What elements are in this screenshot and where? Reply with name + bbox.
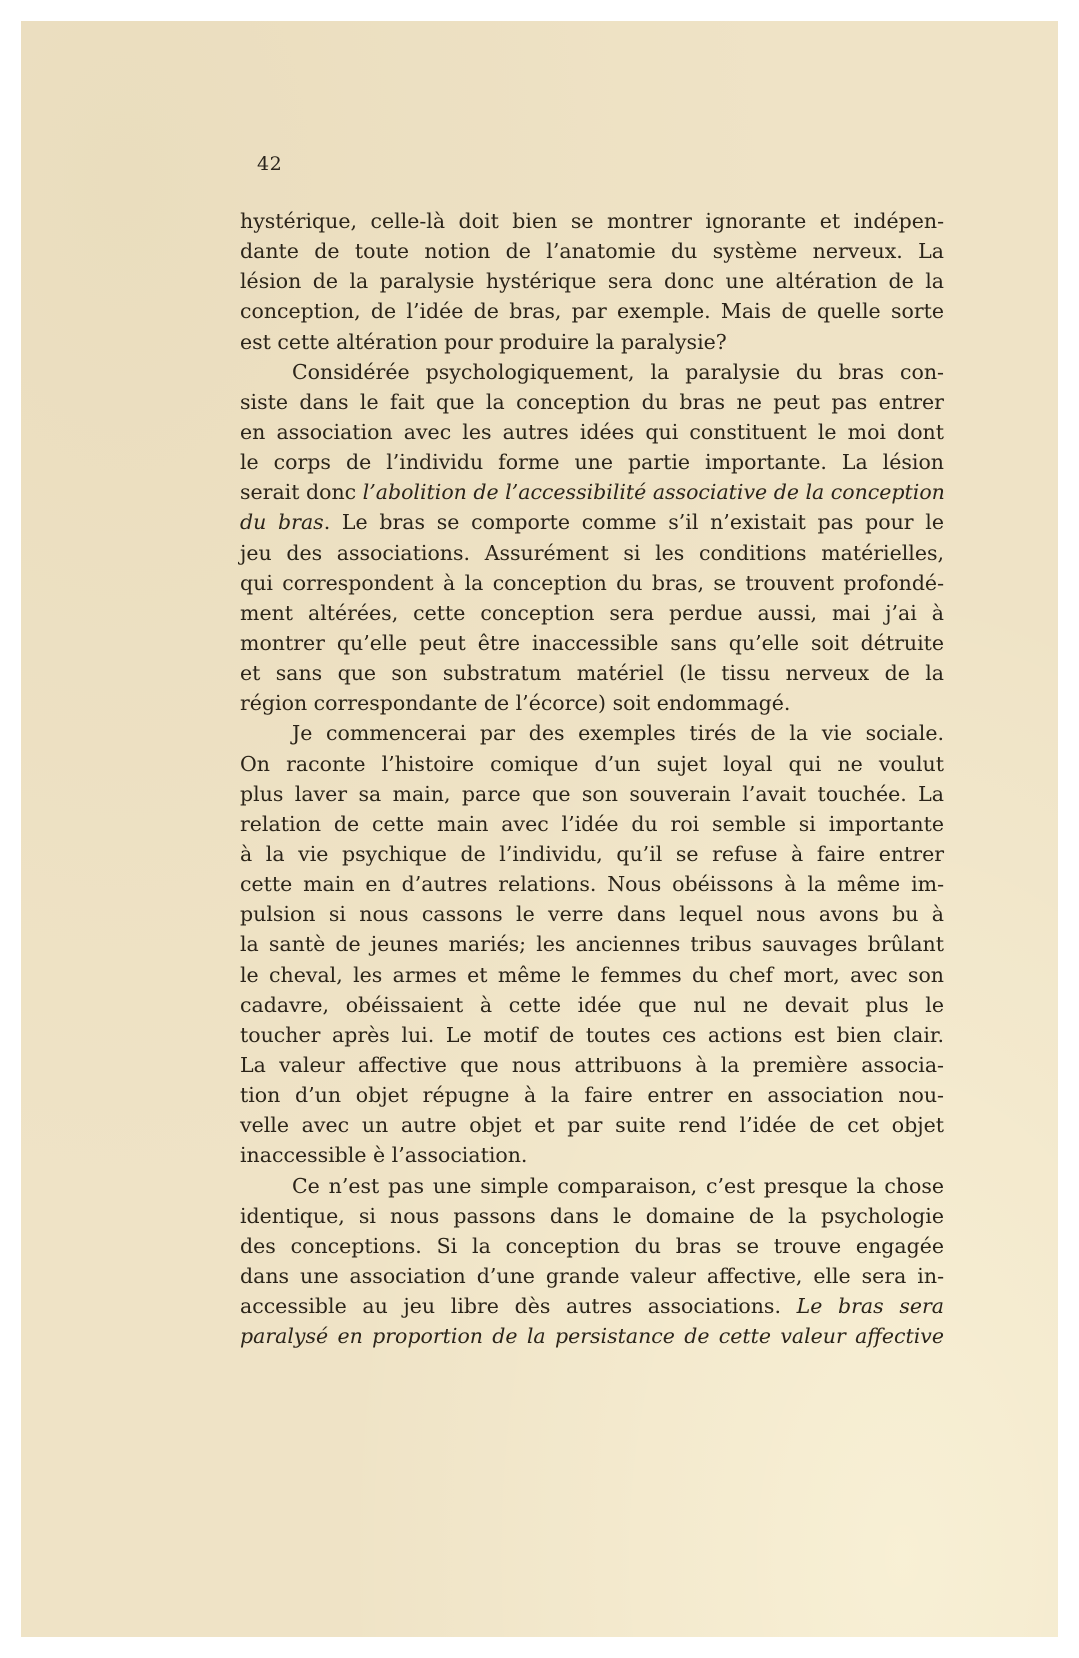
text-run: montrer qu’elle peut être inaccessible sans qu’elle soit détruite	[240, 630, 944, 655]
text-line	[240, 507, 944, 537]
text-line	[240, 206, 944, 236]
text-run: Je commencerai par des exemples tirés de la vie sociale.	[292, 721, 944, 746]
text-run: dante de toute notion de l’anatomie du système nerveux. La	[240, 239, 944, 264]
text-line	[240, 598, 944, 628]
text-line	[240, 538, 944, 568]
text-line	[240, 869, 944, 899]
text-run: qui correspondent à la conception du bras, se trouvent profondé-	[240, 570, 944, 595]
text-line	[240, 929, 944, 959]
text-run: cette main en d’autres relations. Nous obéissons à la même im-	[240, 872, 944, 897]
text-line	[240, 1201, 944, 1231]
text-line	[240, 477, 944, 507]
page-number: 42	[257, 153, 283, 175]
text-line	[240, 899, 944, 929]
italic-text: paralysé en proportion de la persistance de cette valeur affective	[240, 1324, 944, 1349]
paragraph	[240, 206, 944, 357]
text-run: conception, de l’idée de bras, par exemple. Mais de quelle sorte	[240, 299, 944, 324]
text-line	[240, 809, 944, 839]
text-run: et sans que son substratum matériel (le tissu nerveux de la	[240, 661, 944, 686]
text-line	[240, 1140, 944, 1170]
text-line	[240, 1291, 944, 1321]
text-line	[240, 628, 944, 658]
text-line	[240, 266, 944, 296]
text-run: le cheval, les armes et même le femmes du chef mort, avec son	[240, 962, 944, 987]
text-line	[240, 960, 944, 990]
text-run: ment altérées, cette conception sera perdue aussi, mai j’ai à	[240, 600, 944, 625]
text-run: en association avec les autres idées qui constituent le moi dont	[240, 419, 944, 444]
paragraph	[240, 357, 944, 719]
text-line	[240, 1261, 944, 1291]
book-page	[21, 21, 1058, 1637]
text-line	[240, 296, 944, 326]
text-run: le corps de l’individu forme une partie importante. La lésion	[240, 450, 944, 475]
text-run: identique, si nous passons dans le domaine de la psychologie	[240, 1203, 944, 1228]
text-line	[240, 1080, 944, 1110]
text-line	[240, 1321, 944, 1351]
text-line	[240, 1231, 944, 1261]
text-line	[240, 658, 944, 688]
italic-text: Le bras sera	[796, 1294, 944, 1319]
text-line	[240, 1020, 944, 1050]
text-run: pulsion si nous cassons le verre dans lequel nous avons bu à	[240, 902, 944, 927]
text-run: Ce n’est pas une simple comparaison, c’est presque la chose	[292, 1173, 944, 1198]
text-line	[240, 1050, 944, 1080]
text-line	[240, 1110, 944, 1140]
text-line	[240, 417, 944, 447]
text-line	[240, 357, 944, 387]
body-text	[240, 206, 944, 1351]
text-run: à la vie psychique de l’individu, qu’il se refuse à faire entrer	[240, 841, 944, 866]
text-line	[240, 779, 944, 809]
text-run: relation de cette main avec l’idée du roi semble si importante	[240, 811, 944, 836]
text-line	[240, 718, 944, 748]
text-run: des conceptions. Si la conception du bras se trouve engagée	[240, 1233, 944, 1258]
text-run: accessible au jeu libre dès autres associations.	[240, 1294, 797, 1319]
text-line	[240, 387, 944, 417]
text-run: siste dans le fait que la conception du bras ne peut pas entrer	[240, 389, 944, 414]
text-run: serait donc	[240, 480, 363, 505]
text-line	[240, 1171, 944, 1201]
text-run: Considérée psychologiquement, la paralysie du bras con-	[292, 359, 944, 384]
text-run: région correspondante de l’écorce) soit endommagé.	[240, 691, 791, 716]
text-run: tion d’un objet répugne à la faire entrer en association nou-	[240, 1083, 944, 1108]
text-run: hystérique, celle-là doit bien se montrer ignorante et indépen-	[240, 209, 944, 233]
text-run: cadavre, obéissaient à cette idée que nul ne devait plus le	[240, 992, 944, 1017]
text-run: dans une association d’une grande valeur affective, elle sera in-	[240, 1263, 944, 1288]
italic-text: l’abolition de l’accessibilité associative de la conception	[362, 480, 945, 505]
text-run: . Le bras se comporte comme s’il n’existait pas pour le	[323, 510, 944, 535]
paragraph	[240, 1171, 944, 1352]
text-line	[240, 327, 944, 357]
text-run: inaccessible è l’association.	[240, 1143, 528, 1168]
text-line	[240, 749, 944, 779]
text-run: la santè de jeunes mariés; les anciennes tribus sauvages brûlant	[240, 932, 944, 957]
text-line	[240, 236, 944, 266]
italic-text: du bras	[240, 510, 324, 535]
text-run: lésion de la paralysie hystérique sera donc une altération de la	[240, 269, 944, 294]
text-line	[240, 447, 944, 477]
text-line	[240, 839, 944, 869]
paragraph	[240, 718, 944, 1170]
text-line	[240, 568, 944, 598]
text-line	[240, 688, 944, 718]
text-line	[240, 990, 944, 1020]
text-run: velle avec un autre objet et par suite rend l’idée de cet objet	[240, 1113, 944, 1138]
text-run: La valeur affective que nous attribuons à la première associa-	[240, 1052, 944, 1077]
text-run: est cette altération pour produire la paralysie?	[240, 329, 727, 354]
text-run: toucher après lui. Le motif de toutes ces actions est bien clair.	[240, 1022, 944, 1047]
text-run: On raconte l’histoire comique d’un sujet loyal qui ne voulut	[240, 751, 944, 776]
text-run: jeu des associations. Assurément si les conditions matérielles,	[240, 540, 944, 565]
text-run: plus laver sa main, parce que son souverain l’avait touchée. La	[240, 781, 944, 806]
